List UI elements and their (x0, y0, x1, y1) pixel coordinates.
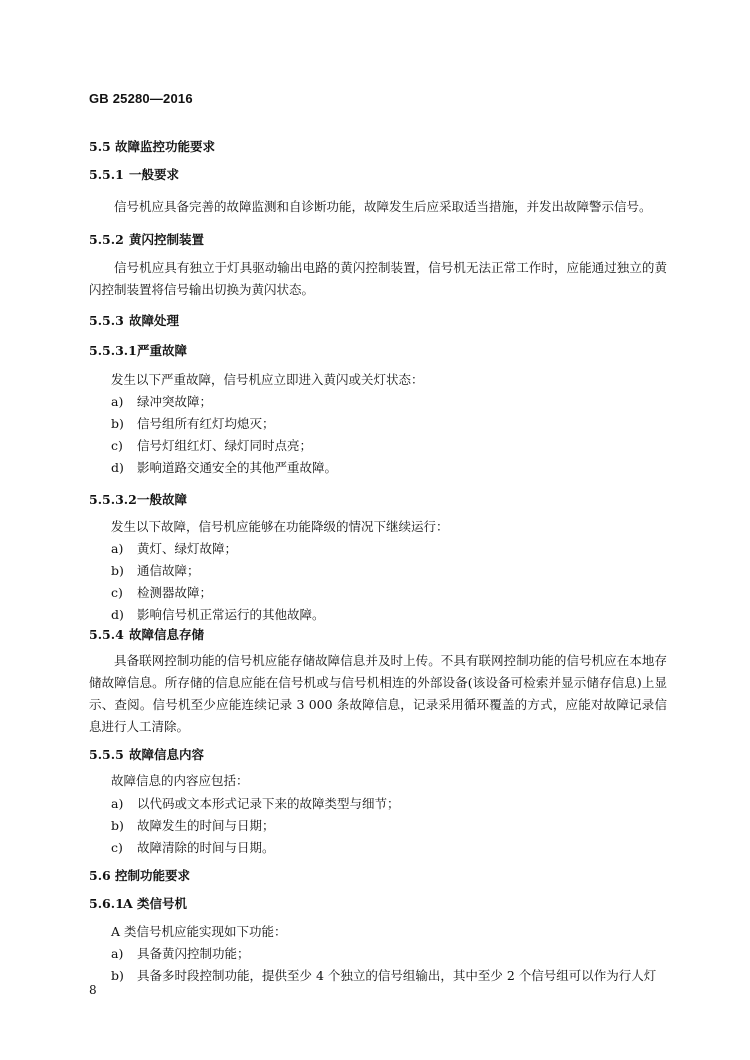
section-heading-5-5 (89, 137, 215, 155)
intro-5-5-5: 故障信息的内容应包括： (111, 773, 249, 788)
page-number: 8 (89, 983, 97, 997)
list-item: a) 黄灯、绿灯故障； (111, 541, 238, 556)
list-item: c) 信号灯组红灯、绿灯同时点亮； (111, 438, 313, 453)
list-item: b) 通信故障； (111, 563, 200, 578)
paragraph-5-5-4: 具备联网控制功能的信号机应能存储故障信息并及时上传。不具有联网控制功能的信号机应在本地存储故障信息。所存储的信息应能在信号机或与信号机相连的外部设备(该设备可检索并显示储存信息)上显示、查阅。信号机至少应能连续记录 3 000 条故障信息，记录采用循环覆盖的方式，应能对故障记录信息进行人工清除。 (89, 653, 667, 734)
standard-header: GB 25280—2016 (89, 91, 193, 106)
intro-5-5-3-1: 发生以下严重故障，信号机应立即进入黄闪或关灯状态： (111, 372, 424, 387)
section-title: 故障信息存储 (129, 627, 205, 642)
list-item: b) 信号组所有红灯均熄灭； (111, 416, 275, 431)
list-item: a) 绿冲突故障； (111, 394, 213, 409)
section-number: 5.5.3.2 (89, 492, 137, 507)
section-heading-5-5-3 (89, 311, 179, 329)
section-number: 5.5.3 (89, 313, 124, 328)
section-heading-5-5-3-2 (89, 490, 187, 508)
section-heading-5-6 (89, 866, 190, 884)
list-item: b) 具备多时段控制功能，提供至少 4 个独立的信号组输出，其中至少 2 个信号组可以作为行人灯 (111, 968, 657, 983)
section-number: 5.5 (89, 139, 111, 154)
section-title: 一般要求 (129, 167, 180, 182)
list-item: d) 影响信号机正常运行的其他故障。 (111, 607, 325, 622)
list-item: a) 以代码或文本形式记录下来的故障类型与细节； (111, 796, 400, 811)
paragraph-5-5-1: 信号机应具备完善的故障监测和自诊断功能，故障发生后应采取适当措施，并发出故障警示信号。 (114, 199, 652, 214)
intro-5-6-1: A 类信号机应能实现如下功能： (111, 924, 287, 939)
section-heading-5-5-3-1 (89, 341, 187, 359)
section-title: 控制功能要求 (115, 868, 191, 883)
section-number: 5.6.1 (89, 896, 124, 911)
section-heading-5-5-2 (89, 230, 204, 248)
section-number: 5.5.5 (89, 747, 124, 762)
list-item: b) 故障发生的时间与日期； (111, 818, 275, 833)
section-number: 5.6 (89, 868, 111, 883)
section-number: 5.5.1 (89, 167, 124, 182)
section-title: 一般故障 (137, 492, 188, 507)
section-heading-5-5-4 (89, 625, 204, 643)
section-heading-5-5-1 (89, 165, 179, 183)
paragraph-5-5-2: 信号机应具有独立于灯具驱动输出电路的黄闪控制装置，信号机无法正常工作时，应能通过独立的黄闪控制装置将信号输出切换为黄闪状态。 (89, 260, 667, 297)
intro-5-5-3-2: 发生以下故障，信号机应能够在功能降级的情况下继续运行： (111, 519, 449, 534)
section-title: 故障信息内容 (129, 747, 205, 762)
section-title: 黄闪控制装置 (129, 232, 205, 247)
section-title: 故障监控功能要求 (115, 139, 216, 154)
list-item: c) 故障清除的时间与日期。 (111, 840, 275, 855)
section-title: 故障处理 (129, 313, 180, 328)
section-title: A 类信号机 (123, 896, 188, 911)
section-heading-5-6-1 (89, 894, 187, 912)
list-item: a) 具备黄闪控制功能； (111, 946, 250, 961)
list-item: c) 检测器故障； (111, 585, 213, 600)
section-title: 严重故障 (137, 343, 188, 358)
list-item: d) 影响道路交通安全的其他严重故障。 (111, 460, 338, 475)
section-number: 5.5.4 (89, 627, 124, 642)
section-number: 5.5.3.1 (89, 343, 137, 358)
section-number: 5.5.2 (89, 232, 124, 247)
section-heading-5-5-5 (89, 745, 204, 763)
